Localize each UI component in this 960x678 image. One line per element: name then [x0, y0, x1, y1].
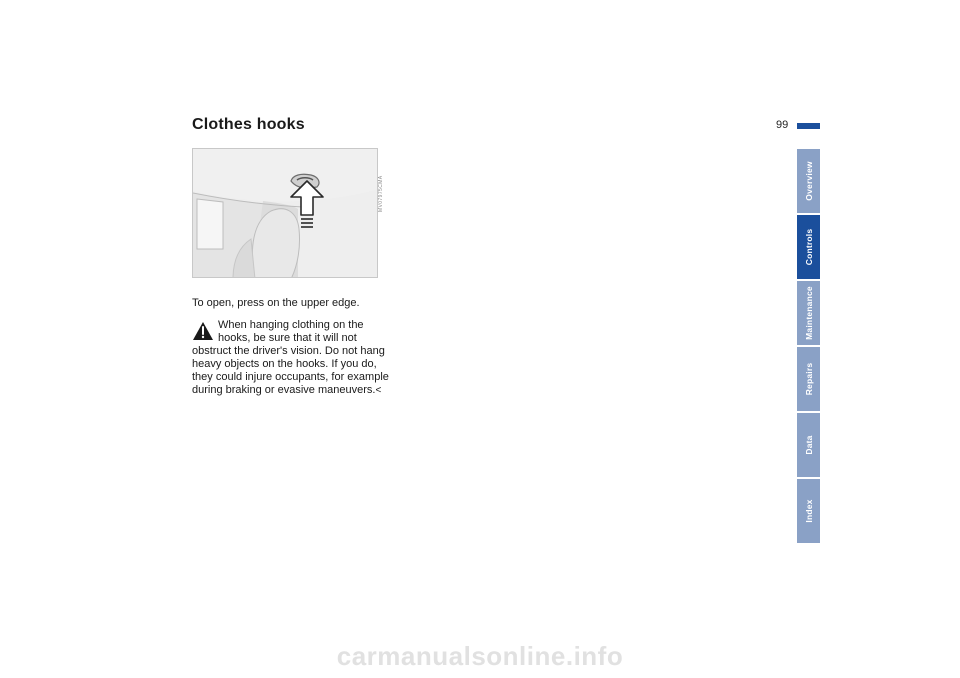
page-marker	[797, 123, 820, 129]
clothes-hook-illustration	[193, 149, 378, 278]
watermark: carmanualsonline.info	[336, 641, 624, 671]
tab-index[interactable]	[797, 479, 820, 543]
chapter-tabs	[797, 149, 820, 545]
tab-controls[interactable]	[797, 215, 820, 279]
page-number: 99	[776, 119, 789, 131]
tab-maintenance-label: Maintenance	[803, 286, 814, 340]
warning-text: When hanging clothing on the hooks, be sure that it will not obstruct the driver's vision. Do not hang heavy objects on the hooks. If you do, they could injure occupants, for example during braking or evasive maneuvers.	[192, 319, 389, 396]
tab-data[interactable]	[797, 413, 820, 477]
tab-data-label: Data	[803, 435, 814, 455]
end-mark: <	[375, 385, 382, 396]
tab-controls-label: Controls	[803, 228, 814, 266]
tab-repairs-label: Repairs	[803, 362, 814, 396]
tab-overview[interactable]	[797, 149, 820, 213]
tab-index-label: Index	[803, 499, 814, 523]
up-arrow-icon	[287, 179, 327, 229]
section-title: Clothes hooks	[192, 116, 305, 133]
tab-overview-label: Overview	[803, 161, 814, 201]
tab-repairs[interactable]	[797, 347, 820, 411]
intro-paragraph: To open, press on the upper edge.	[192, 297, 360, 309]
warning-paragraph	[192, 319, 392, 397]
figure-code: MV07975CMA	[378, 175, 384, 212]
clothes-hook-figure	[192, 148, 378, 278]
tab-maintenance[interactable]	[797, 281, 820, 345]
warning-triangle-icon	[192, 321, 214, 341]
